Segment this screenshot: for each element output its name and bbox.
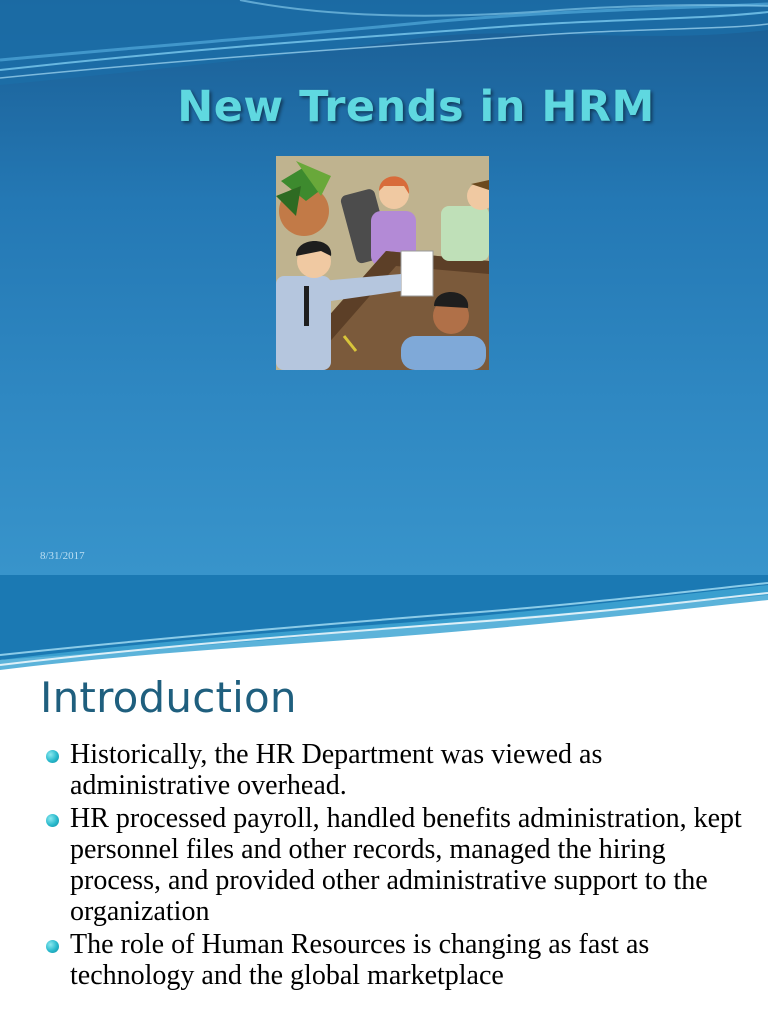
bullet-text: HR processed payroll, handled benefits administration, kept personnel files and other records, managed the hiring process, and provided other administrative support to the organization <box>70 803 742 927</box>
slide-title: Introduction <box>40 673 297 722</box>
introduction-slide <box>0 575 768 1024</box>
list-item <box>46 929 746 991</box>
slide-date: 8/31/2017 <box>40 550 85 562</box>
slide-header-waves <box>0 575 768 670</box>
slide-title: New Trends in HRM <box>177 82 655 132</box>
bullet-list <box>46 739 746 991</box>
bullet-icon <box>46 940 59 953</box>
meeting-clipart-image <box>276 156 489 370</box>
bullet-text: The role of Human Resources is changing as fast as technology and the global marketplace <box>70 929 650 991</box>
list-item <box>46 739 746 801</box>
bullet-icon <box>46 750 59 763</box>
bullet-icon <box>46 814 59 827</box>
bullet-text: Historically, the HR Department was viewed as administrative overhead. <box>70 739 603 801</box>
list-item <box>46 803 746 927</box>
